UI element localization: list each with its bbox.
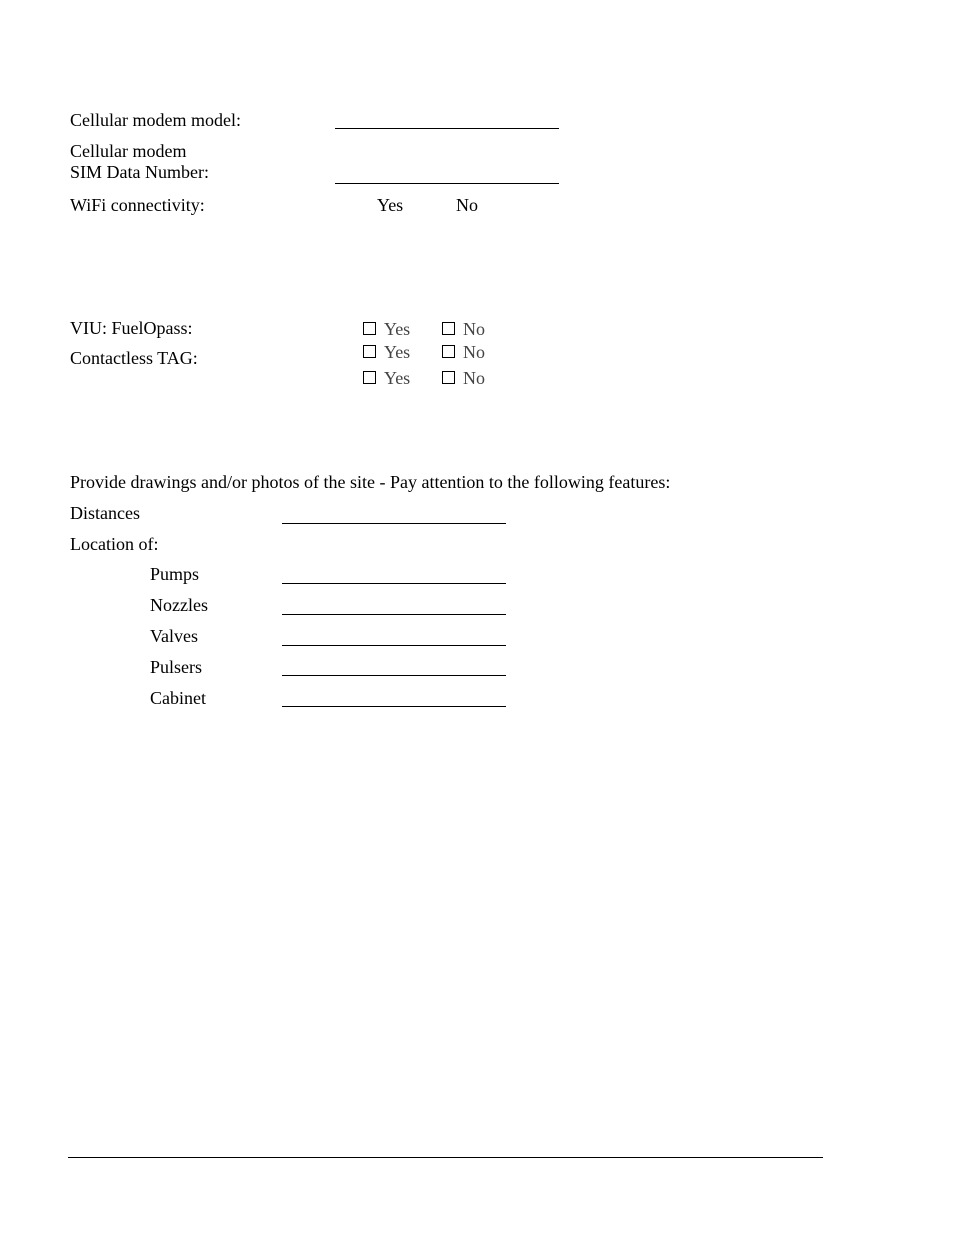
location-pumps-label: Pumps (150, 564, 200, 584)
viu-no-checkbox[interactable] (442, 322, 455, 335)
location-of-label: Location of: (70, 534, 159, 554)
cellular-modem-model-label: Cellular modem model: (70, 110, 241, 130)
location-cabinet-label: Cabinet (150, 688, 206, 708)
tag-yes-label: Yes (384, 342, 411, 362)
location-pulsers-label: Pulsers (150, 657, 203, 677)
sim-data-number-field[interactable] (335, 183, 559, 184)
wifi-no-option[interactable]: No (456, 195, 478, 215)
viu-fuelopass-label: VIU: FuelOpass: (70, 318, 193, 338)
distances-field[interactable] (282, 523, 506, 524)
viu-no-label: No (463, 319, 485, 339)
tag-yes-checkbox[interactable] (363, 345, 376, 358)
location-nozzles-label: Nozzles (150, 595, 208, 615)
extra-yes-label: Yes (384, 368, 411, 388)
location-valves-field[interactable] (282, 645, 506, 646)
wifi-yes-option[interactable]: Yes (377, 195, 404, 215)
wifi-connectivity-label: WiFi connectivity: (70, 195, 205, 215)
location-cabinet-field[interactable] (282, 706, 506, 707)
site-instruction: Provide drawings and/or photos of the site - Pay attention to the following features: (70, 472, 671, 492)
extra-yes-checkbox[interactable] (363, 371, 376, 384)
viu-yes-label: Yes (384, 319, 411, 339)
tag-no-checkbox[interactable] (442, 345, 455, 358)
viu-yes-checkbox[interactable] (363, 322, 376, 335)
footer-divider (68, 1157, 823, 1158)
tag-no-label: No (463, 342, 485, 362)
location-pumps-field[interactable] (282, 583, 506, 584)
cellular-modem-model-field[interactable] (335, 128, 559, 129)
extra-no-checkbox[interactable] (442, 371, 455, 384)
contactless-tag-label: Contactless TAG: (70, 348, 198, 368)
cellular-modem-label-line1: Cellular modem (70, 141, 187, 161)
distances-label: Distances (70, 503, 140, 523)
extra-no-label: No (463, 368, 485, 388)
location-pulsers-field[interactable] (282, 675, 506, 676)
location-valves-label: Valves (150, 626, 198, 646)
location-nozzles-field[interactable] (282, 614, 506, 615)
sim-data-number-label: SIM Data Number: (70, 162, 209, 182)
